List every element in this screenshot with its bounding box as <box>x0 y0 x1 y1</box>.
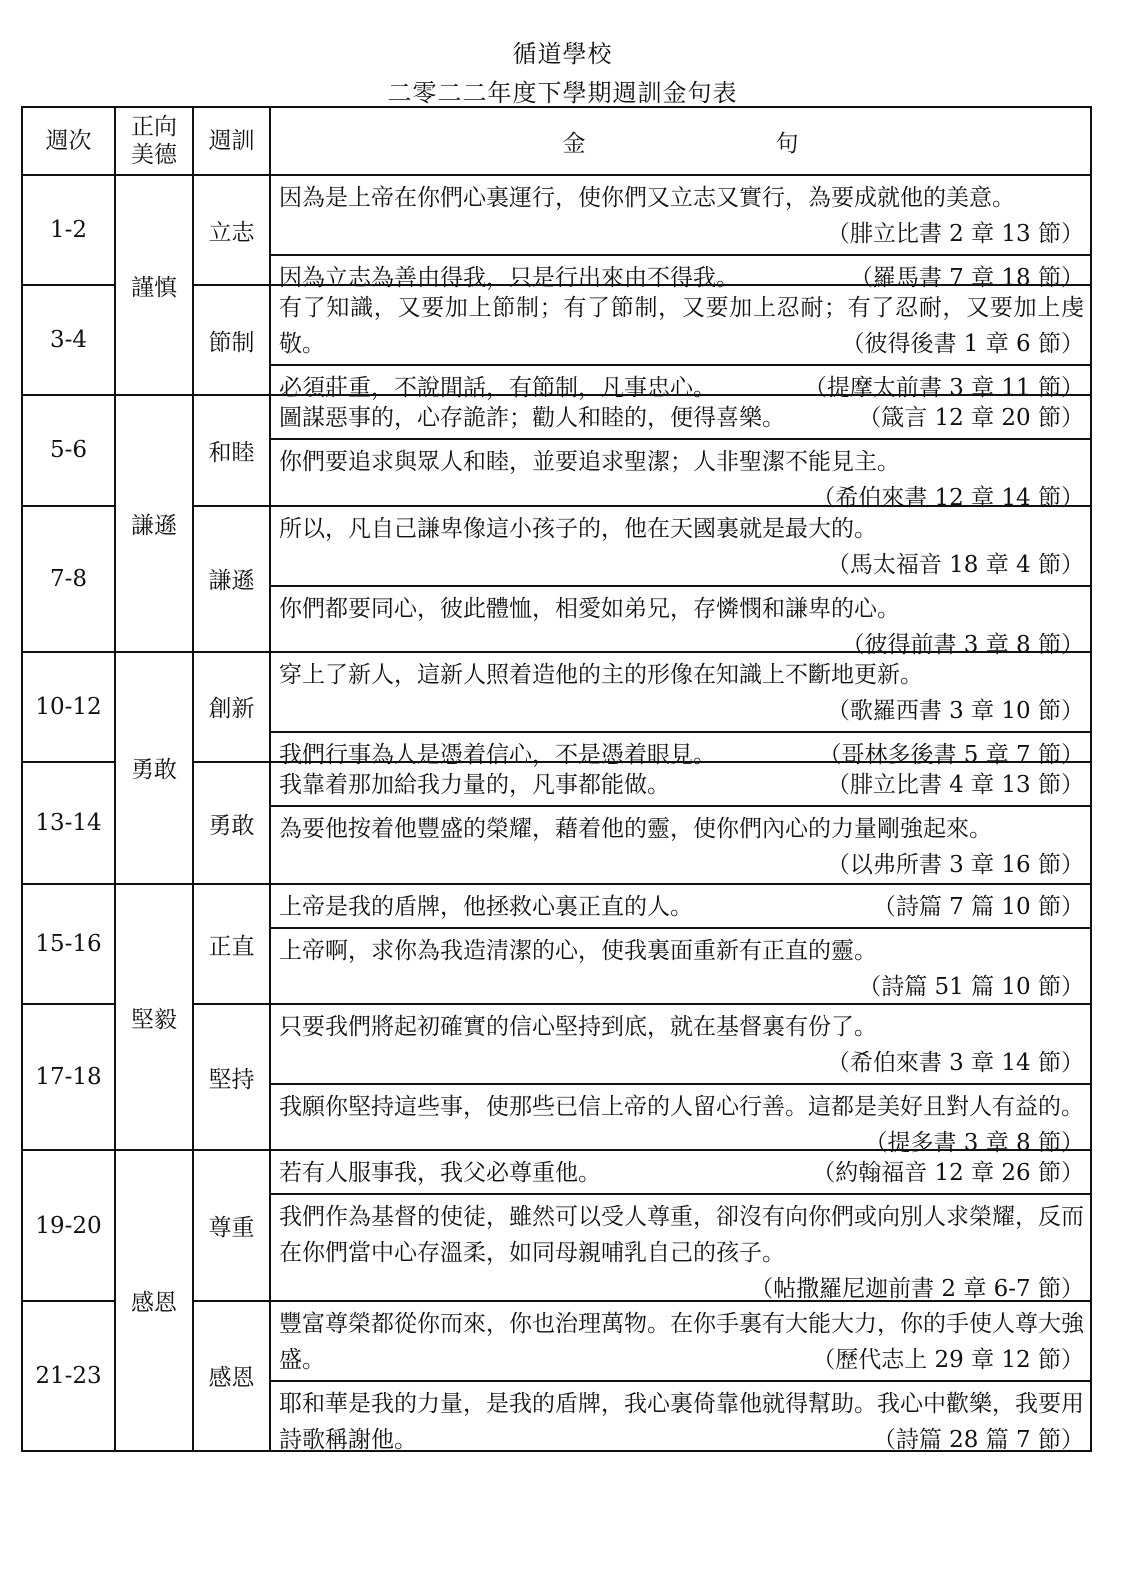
verse-entry <box>271 176 1090 254</box>
verses-cell <box>270 285 1091 402</box>
verse-entry <box>271 286 1090 364</box>
verses-cell <box>270 652 1091 768</box>
virtue-cell: 堅毅 <box>115 884 193 1150</box>
school-name: 循道學校 <box>512 40 613 68</box>
verse-table <box>21 106 1092 1452</box>
verse-reference: （羅馬書 7 章 18 節） <box>849 265 1084 292</box>
week-cell: 19-20 <box>22 1150 115 1300</box>
verse-reference: （歌羅西書 3 章 10 節） <box>826 697 1084 724</box>
table-row <box>22 1150 1091 1300</box>
verse-entry <box>271 763 1090 805</box>
document-title: 二零二二年度下學期週訓金句表 <box>387 79 738 107</box>
verse-reference: （腓立比書 2 章 13 節） <box>826 221 1084 248</box>
verses-cell <box>270 395 1091 512</box>
verse-reference: （彼得後書 1 章 6 節） <box>841 331 1084 358</box>
week-cell: 21-23 <box>22 1301 115 1451</box>
verse-reference: （詩篇 51 篇 10 節） <box>858 974 1084 1001</box>
virtue-cell: 謙遜 <box>115 395 193 651</box>
verse-entry <box>271 396 1090 438</box>
verse-text: 我們作為基督的使徒，雖然可以受人尊重，卻沒有向你們或向別人求榮耀，反而在你們當中心存溫柔，如同母親哺乳自己的孩子。 <box>279 1204 1084 1267</box>
virtue-cell: 謹慎 <box>115 175 193 395</box>
week-cell: 5-6 <box>22 395 115 505</box>
week-cell: 15-16 <box>22 884 115 1004</box>
week-cell: 1-2 <box>22 175 115 285</box>
verses-cell <box>270 1301 1091 1451</box>
verse-entry <box>271 1380 1090 1460</box>
verse-text: 上帝是我的盾牌，他拯救心裏正直的人。 <box>279 894 693 921</box>
verse-reference: （哥林多後書 5 章 7 節） <box>818 741 1084 768</box>
virtue-cell: 感恩 <box>115 1150 193 1451</box>
verse-reference: （腓立比書 4 章 13 節） <box>826 771 1084 798</box>
training-cell: 立志 <box>193 175 270 285</box>
verse-entry <box>271 805 1090 885</box>
verse-text: 耶和華是我的力量，是我的盾牌，我心裏倚靠他就得幫助。我心中歡樂，我要用詩歌稱謝他。 <box>279 1390 1084 1453</box>
verse-entry <box>271 1193 1090 1309</box>
verses-cell <box>270 762 1091 884</box>
week-cell: 10-12 <box>22 652 115 762</box>
table-row <box>22 395 1091 505</box>
verse-entry <box>271 885 1090 927</box>
table-row <box>22 175 1091 285</box>
verse-text: 我願你堅持這些事，使那些已信上帝的人留心行善。這都是美好且對人有益的。 <box>279 1094 1084 1121</box>
verse-reference: （箴言 12 章 20 節） <box>858 405 1084 432</box>
verse-text: 豐富尊榮都從你而來，你也治理萬物。在你手裏有大能大力，你的手使人尊大強盛。 <box>279 1310 1084 1373</box>
column-header-training: 週訓 <box>193 107 270 175</box>
verse-entry <box>271 653 1090 731</box>
verse-text: 只要我們將起初確實的信心堅持到底，就在基督裏有份了。 <box>279 1014 877 1041</box>
verses-cell <box>270 1004 1091 1157</box>
verse-text: 我靠着那加給我力量的，凡事都能做。 <box>279 771 670 798</box>
verse-entry <box>271 1005 1090 1083</box>
verse-text: 你們要追求與眾人和睦，並要追求聖潔；人非聖潔不能見主。 <box>279 449 900 476</box>
verse-entry <box>271 507 1090 585</box>
verses-cell <box>270 175 1091 292</box>
training-cell: 謙遜 <box>193 506 270 652</box>
verse-text: 圖謀惡事的，心存詭詐；勸人和睦的，便得喜樂。 <box>279 405 785 432</box>
verse-reference: （歷代志上 29 章 12 節） <box>812 1346 1084 1373</box>
verse-reference: （以弗所書 3 章 16 節） <box>826 851 1084 878</box>
table-row <box>22 884 1091 1004</box>
verse-text: 上帝啊，求你為我造清潔的心，使我裏面重新有正直的靈。 <box>279 938 877 965</box>
verse-text: 必須莊重，不說閒話，有節制，凡事忠心。 <box>279 375 716 402</box>
verse-entry <box>271 1302 1090 1380</box>
verse-reference: （詩篇 7 篇 10 節） <box>872 894 1084 921</box>
verses-cell <box>270 506 1091 658</box>
column-header-week: 週次 <box>22 107 115 175</box>
training-cell: 創新 <box>193 652 270 762</box>
verse-reference: （約翰福音 12 章 26 節） <box>812 1160 1084 1187</box>
verse-entry <box>271 1151 1090 1193</box>
training-cell: 正直 <box>193 884 270 1004</box>
verse-reference: （提多書 3 章 8 節） <box>864 1130 1084 1157</box>
verse-text: 所以，凡自己謙卑像這小孩子的，他在天國裏就是最大的。 <box>279 515 877 542</box>
verse-text: 有了知識，又要加上節制；有了節制，又要加上忍耐；有了忍耐，又要加上虔敬。 <box>279 295 1084 358</box>
verse-text: 若有人服事我，我父必尊重他。 <box>279 1160 601 1187</box>
verse-reference: （希伯來書 12 章 14 節） <box>812 485 1084 512</box>
training-cell: 感恩 <box>193 1301 270 1451</box>
verse-text: 為要他按着他豐盛的榮耀，藉着他的靈，使你們內心的力量剛強起來。 <box>279 815 992 842</box>
verse-entry <box>271 927 1090 1007</box>
verse-reference: （帖撒羅尼迦前書 2 章 6-7 節） <box>750 1276 1084 1303</box>
week-cell: 13-14 <box>22 762 115 884</box>
week-cell: 17-18 <box>22 1004 115 1150</box>
verse-text: 因為是上帝在你們心裏運行，使你們又立志又實行，為要成就他的美意。 <box>279 185 1015 212</box>
verse-reference: （彼得前書 3 章 8 節） <box>841 631 1084 658</box>
virtue-cell: 勇敢 <box>115 652 193 884</box>
verse-reference: （提摩太前書 3 章 11 節） <box>803 375 1084 402</box>
verse-reference: （馬太福音 18 章 4 節） <box>826 551 1084 578</box>
column-header-virtue: 正向美德 <box>115 107 193 175</box>
verse-text: 我們行事為人是憑着信心，不是憑着眼見。 <box>279 741 716 768</box>
column-header-verse: 金 句 <box>270 107 1091 175</box>
table-row <box>22 652 1091 762</box>
verse-reference: （詩篇 28 篇 7 節） <box>872 1426 1084 1453</box>
training-cell: 節制 <box>193 285 270 395</box>
header-row <box>22 107 1091 175</box>
training-cell: 和睦 <box>193 395 270 505</box>
verse-text: 你們都要同心，彼此體恤，相愛如弟兄，存憐憫和謙卑的心。 <box>279 595 900 622</box>
week-cell: 7-8 <box>22 506 115 652</box>
training-cell: 堅持 <box>193 1004 270 1150</box>
verses-cell <box>270 884 1091 1004</box>
verse-text: 穿上了新人，這新人照着造他的主的形像在知識上不斷地更新。 <box>279 661 923 688</box>
verses-cell <box>270 1150 1091 1303</box>
verse-text: 因為立志為善由得我，只是行出來由不得我。 <box>279 265 739 292</box>
verse-reference: （希伯來書 3 章 14 節） <box>826 1050 1084 1077</box>
week-cell: 3-4 <box>22 285 115 395</box>
training-cell: 勇敢 <box>193 762 270 884</box>
training-cell: 尊重 <box>193 1150 270 1300</box>
